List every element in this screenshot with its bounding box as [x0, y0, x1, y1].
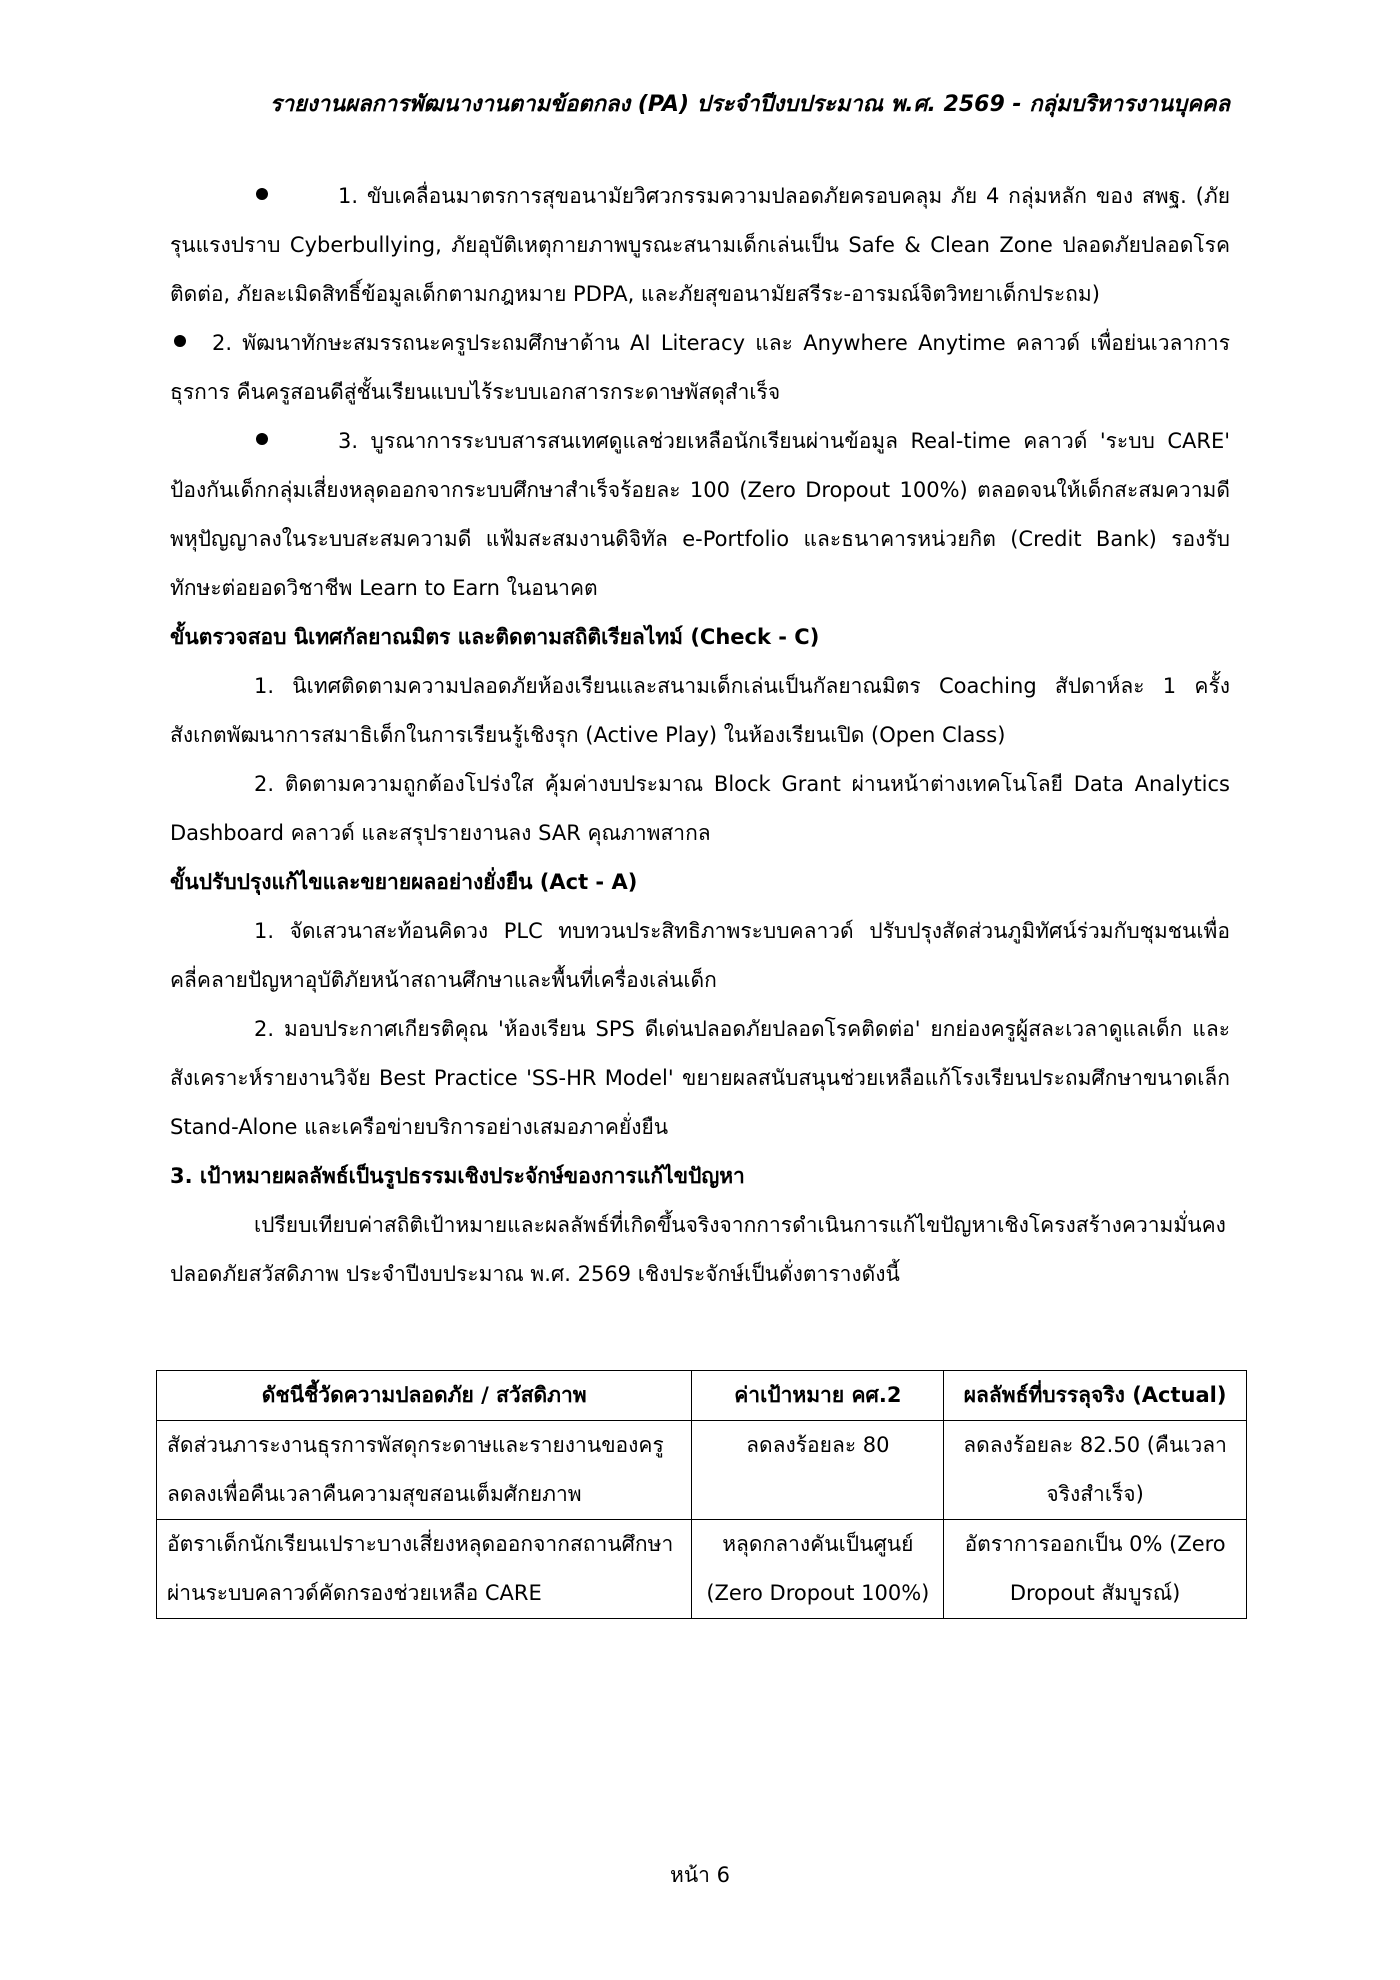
section3-heading: 3. เป้าหมายผลลัพธ์เป็นรูปธรรมเชิงประจักษ์ของการแก้ไขปัญหา [170, 1164, 745, 1188]
page-number: หน้า 6 [669, 1863, 731, 1887]
document-body [170, 172, 1230, 1299]
cell-target: ลดลงร้อยละ 80 [692, 1421, 944, 1520]
plan-item-2 [170, 319, 1230, 417]
column-header-target: ค่าเป้าหมาย คศ.2 [692, 1371, 944, 1421]
cell-actual: อัตราการออกเป็น 0% (Zero Dropout สัมบูรณ์) [944, 1520, 1247, 1619]
cell-indicator: สัดส่วนภาระงานธุรการพัสดุกระดาษและรายงานของครูลดลงเพื่อคืนเวลาคืนความสุขสอนเต็มศักยภาพ [157, 1421, 692, 1520]
table-row [157, 1421, 1247, 1520]
plan-item-2-text: 2. พัฒนาทักษะสมรรถนะครูประถมศึกษาด้าน AI Literacy และ Anywhere Anytime คลาวด์ เพื่อย่นเวลาการธุรการ คืนครูสอนดีสู่ชั้นเรียนแบบไร้ระบบเอกสารกระดาษพัสดุสำเร็จ [170, 331, 1230, 404]
table-header-row [157, 1371, 1247, 1421]
bullet-icon [256, 433, 268, 445]
check-heading: ขั้นตรวจสอบ นิเทศกัลยาณมิตร และติดตามสถิติเรียลไทม์ (Check - C) [170, 625, 820, 649]
check-item-2: 2. ติดตามความถูกต้องโปร่งใส คุ้มค่างบประมาณ Block Grant ผ่านหน้าต่างเทคโนโลยี Data Analytics Dashboard คลาวด์ และสรุปรายงานลง SAR คุณภาพสากล [170, 772, 1230, 845]
cell-indicator: อัตราเด็กนักเรียนเปราะบางเสี่ยงหลุดออกจากสถานศึกษา ผ่านระบบคลาวด์คัดกรองช่วยเหลือ CARE [157, 1520, 692, 1619]
page-header: รายงานผลการพัฒนางานตามข้อตกลง (PA) ประจำปีงบประมาณ พ.ศ. 2569 - กลุ่มบริหารงานบุคคล [269, 92, 1230, 117]
act-item-2: 2. มอบประกาศเกียรติคุณ 'ห้องเรียน SPS ดีเด่นปลอดภัยปลอดโรคติดต่อ' ยกย่องครูผู้สละเวลาดูแลเด็ก และสังเคราะห์รายงานวิจัย Best Practice 'SS-HR Model' ขยายผลสนับสนุนช่วยเหลือแก้โรงเรียนประถมศึกษาขนาดเล็ก Stand-Alone และเครือข่ายบริการอย่างเสมอภาคยั่งยืน [170, 1017, 1230, 1139]
act-heading: ขั้นปรับปรุงแก้ไขและขยายผลอย่างยั่งยืน (Act - A) [170, 870, 638, 894]
cell-actual: ลดลงร้อยละ 82.50 (คืนเวลาจริงสำเร็จ) [944, 1421, 1247, 1520]
plan-item-3 [170, 417, 1230, 613]
act-item-1: 1. จัดเสวนาสะท้อนคิดวง PLC ทบทวนประสิทธิภาพระบบคลาวด์ ปรับปรุงสัดส่วนภูมิทัศน์ร่วมกับชุมชนเพื่อคลี่คลายปัญหาอุบัติภัยหน้าสถานศึกษาและพื้นที่เครื่องเล่นเด็ก [170, 919, 1230, 992]
cell-target: หลุดกลางคันเป็นศูนย์ (Zero Dropout 100%) [692, 1520, 944, 1619]
bullet-icon [174, 335, 186, 347]
bullet-icon [256, 188, 268, 200]
column-header-indicator: ดัชนีชี้วัดความปลอดภัย / สวัสดิภาพ [157, 1371, 692, 1421]
check-item-1: 1. นิเทศติดตามความปลอดภัยห้องเรียนและสนามเด็กเล่นเป็นกัลยาณมิตร Coaching สัปดาห์ละ 1 ครั้ง สังเกตพัฒนาการสมาธิเด็กในการเรียนรู้เชิงรุก (Active Play) ในห้องเรียนเปิด (Open Class) [170, 674, 1230, 747]
plan-item-1-text: 1. ขับเคลื่อนมาตรการสุขอนามัยวิศวกรรมความปลอดภัยครอบคลุม ภัย 4 กลุ่มหลัก ของ สพฐ. (ภัยรุนแรงปราบ Cyberbullying, ภัยอุบัติเหตุกายภาพบูรณะสนามเด็กเล่นเป็น Safe & Clean Zone ปลอดภัยปลอดโรคติดต่อ, ภัยละเมิดสิทธิ์ข้อมูลเด็กตามกฎหมาย PDPA, และภัยสุขอนามัยสรีระ-อารมณ์จิตวิทยาเด็กประถม) [170, 184, 1230, 306]
plan-item-1 [170, 172, 1230, 319]
plan-item-3-text: 3. บูรณาการระบบสารสนเทศดูแลช่วยเหลือนักเรียนผ่านข้อมูล Real-time คลาวด์ 'ระบบ CARE' ป้องกันเด็กกลุ่มเสี่ยงหลุดออกจากระบบศึกษาสำเร็จร้อยละ 100 (Zero Dropout 100%) ตลอดจนให้เด็กสะสมความดีพหุปัญญาลงในระบบสะสมความดี แฟ้มสะสมงานดิจิทัล e-Portfolio และธนาคารหน่วยกิต (Credit Bank) รองรับทักษะต่อยอดวิชาชีพ Learn to Earn ในอนาคต [170, 429, 1230, 600]
table-row [157, 1520, 1247, 1619]
section3-intro: เปรียบเทียบค่าสถิติเป้าหมายและผลลัพธ์ที่เกิดขึ้นจริงจากการดำเนินการแก้ไขปัญหาเชิงโครงสร้างความมั่นคงปลอดภัยสวัสดิภาพ ประจำปีงบประมาณ พ.ศ. 2569 เชิงประจักษ์เป็นดั่งตารางดังนี้ [170, 1213, 1226, 1286]
metrics-table [156, 1370, 1247, 1619]
column-header-actual: ผลลัพธ์ที่บรรลุจริง (Actual) [944, 1371, 1247, 1421]
